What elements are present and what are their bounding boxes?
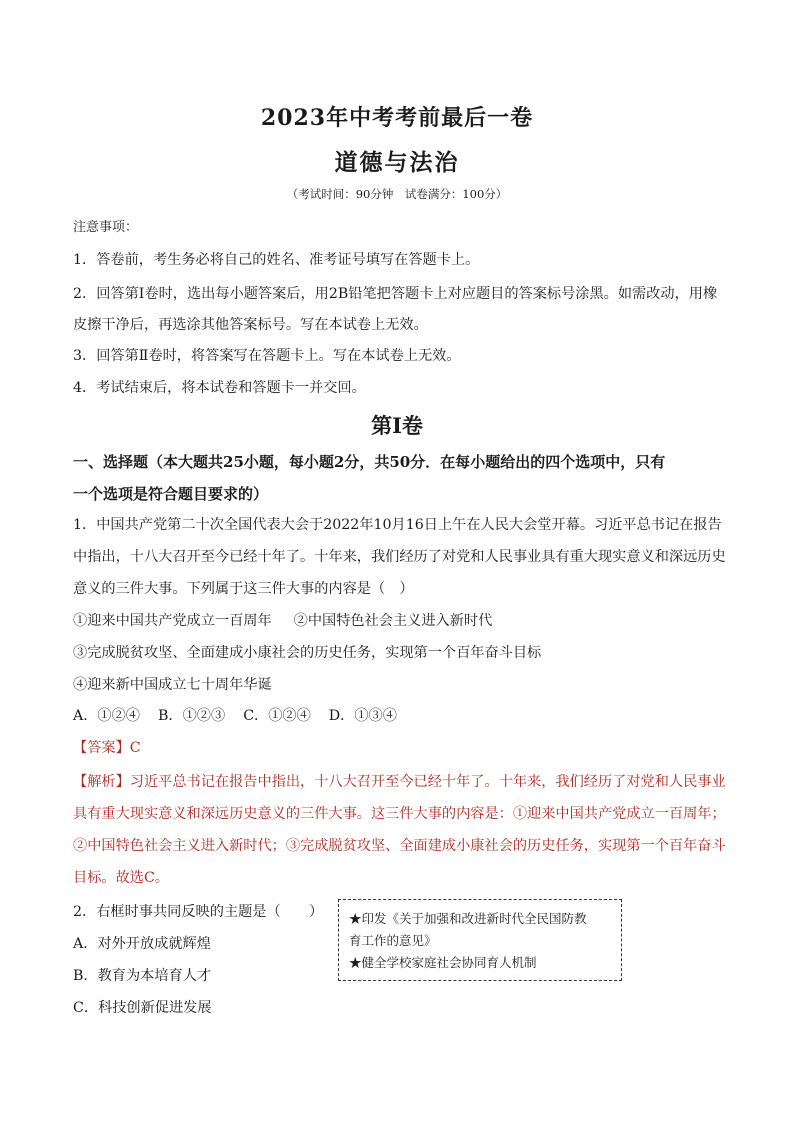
news-box-line-3: ★健全学校家庭社会协同育人机制 — [349, 955, 537, 970]
note-item-2-line-2: 皮擦干净后，再选涂其他答案标号。写在本试卷上无效。 — [73, 317, 428, 333]
q1-item-4: ④迎来新中国成立七十周年华诞 — [73, 677, 272, 693]
q1-option-a: A．①②④ — [73, 708, 140, 724]
notes-heading: 注意事项： — [73, 220, 139, 235]
q1-stem-line-3: 意义的三件大事。下列属于这三件大事的内容是（ ） — [73, 581, 414, 597]
note-item-3: 3．回答第Ⅱ卷时，将答案写在答题卡上。写在本试卷上无效。 — [73, 348, 461, 364]
q1-item-3: ③完成脱贫攻坚、全面建成小康社会的历史任务，实现第一个百年奋斗目标 — [73, 645, 542, 661]
q1-answer: 【答案】C — [73, 740, 141, 756]
q1-analysis-line-1: 【解析】习近平总书记在报告中指出，十八大召开至今已经十年了。十年来，我们经历了对党和人民事业 — [73, 774, 726, 790]
news-box — [338, 899, 622, 981]
news-box-line-2: 育工作的意见》 — [349, 933, 437, 948]
q1-analysis-line-4: 目标。故选C。 — [73, 870, 169, 886]
q1-item-2: ②中国特色社会主义进入新时代 — [293, 613, 493, 629]
q2-stem: 2．右框时事共同反映的主题是（ ） — [73, 904, 324, 920]
q1-options — [73, 706, 733, 726]
part-heading-line-2: 一个选项是符合题目要求的） — [73, 485, 269, 503]
note-item-2-line-1: 2．回答第Ⅰ卷时，选出每小题答案后，用2B铅笔把答题卡上对应题目的答案标号涂黑。如需改动，用橡 — [73, 286, 718, 302]
q2-option-b: B．教育为本培育人才 — [73, 968, 212, 984]
exam-title: 2023年中考考前最后一卷 — [260, 105, 534, 131]
part-heading-line-1: 一、选择题（本大题共25小题，每小题2分，共50分．在每小题给出的四个选项中，只有 — [73, 453, 666, 471]
note-item-1: 1．答卷前，考生务必将自己的姓名、准考证号填写在答题卡上。 — [73, 252, 480, 268]
q1-option-b: B．①②③ — [158, 708, 226, 724]
q1-stem-line-1: 1．中国共产党第二十次全国代表大会于2022年10月16日上午在人民大会堂开幕。习近平总书记在报告 — [73, 517, 722, 533]
q1-items-row — [73, 611, 733, 631]
note-item-4: 4．考试结束后，将本试卷和答题卡一并交回。 — [73, 380, 366, 396]
q1-item-1: ①迎来中国共产党成立一百周年 — [73, 613, 272, 629]
q1-option-c: C．①②④ — [243, 708, 311, 724]
news-box-line-1: ★印发《关于加强和改进新时代全民国防教 — [349, 911, 587, 926]
q1-analysis-line-2: 具有重大现实意义和深远历史意义的三件大事。这三件大事的内容是：①迎来中国共产党成立一百周年； — [73, 806, 726, 822]
q1-stem-line-2: 中指出，十八大召开至今已经十年了。十年来，我们经历了对党和人民事业具有重大现实意义和深远历史 — [73, 549, 726, 565]
q2-option-a: A．对外开放成就辉煌 — [73, 936, 211, 952]
q2-option-c: C．科技创新促进发展 — [73, 1000, 212, 1016]
section-title: 第Ⅰ卷 — [371, 413, 423, 438]
subject-title: 道德与法治 — [334, 149, 460, 176]
q1-option-d: D．①③④ — [328, 708, 397, 724]
q1-analysis-line-3: ②中国特色社会主义进入新时代；③完成脱贫攻坚、全面建成小康社会的历史任务，实现第一个百年奋斗 — [73, 838, 726, 854]
exam-info: （考试时间：90分钟 试卷满分：100分） — [286, 187, 508, 201]
